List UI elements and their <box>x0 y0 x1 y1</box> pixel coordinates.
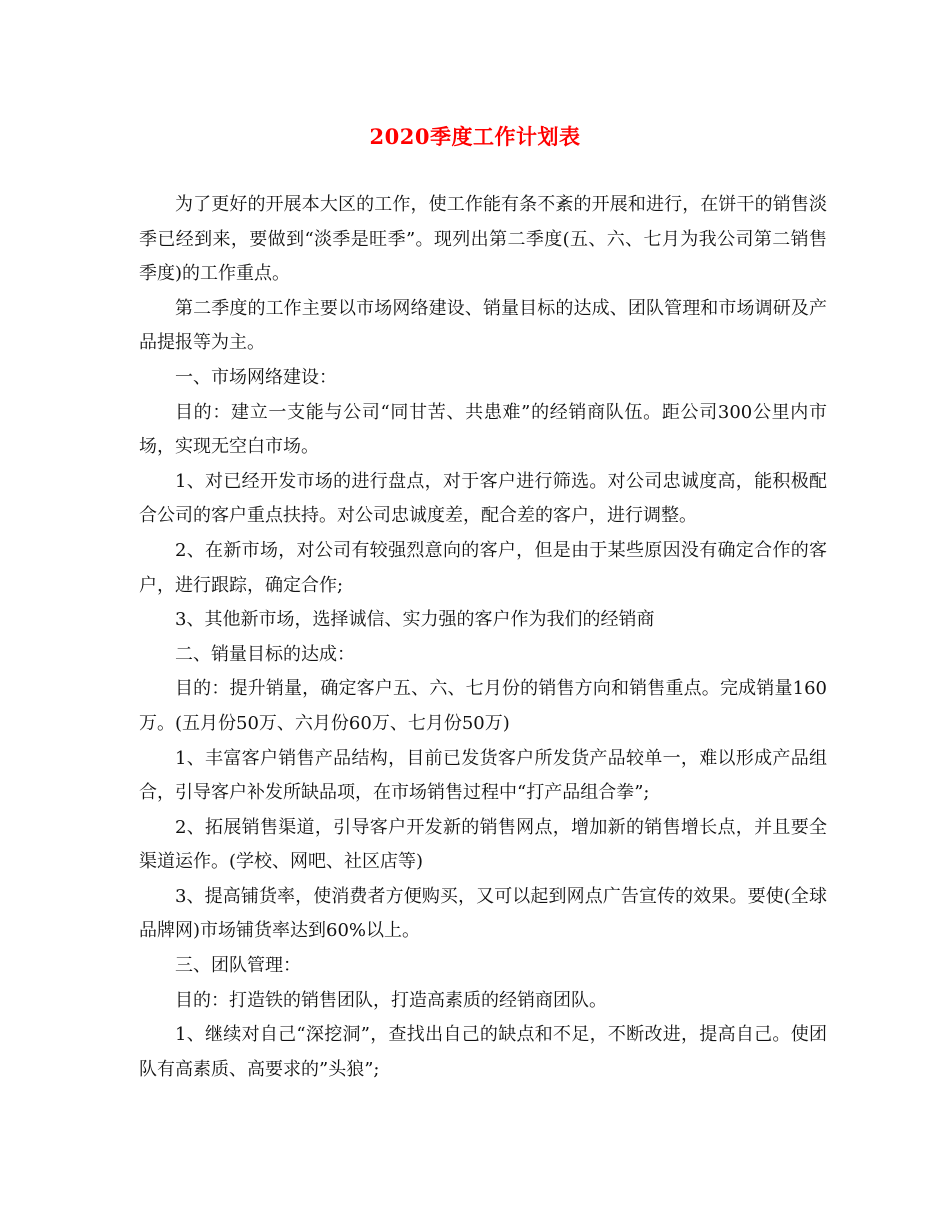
paragraph-team-item-1: 1、继续对自己“深挖洞”，查找出自己的缺点和不足，不断改进，提高自己。使团队有高素质、高要求的”头狼”; <box>139 1024 827 1080</box>
paragraph-market-item-3: 3、其他新市场，选择诚信、实力强的客户作为我们的经销商 <box>175 609 655 631</box>
paragraph-team-goal: 目的：打造铁的销售团队，打造高素质的经销商团队。 <box>175 989 607 1011</box>
document-title: 2020季度工作计划表 <box>369 124 581 149</box>
paragraph-sales-goal: 目的：提升销量，确定客户五、六、七月份的销售方向和销售重点。完成销量160万。(五月份50万、六月份60万、七月份50万) <box>139 678 827 734</box>
paragraph-sales-item-1: 1、丰富客户销售产品结构，目前已发货客户所发货产品较单一，难以形成产品组合，引导客户补发所缺品项，在市场销售过程中“打产品组合拳”; <box>139 747 827 804</box>
paragraph-intro: 为了更好的开展本大区的工作，使工作能有条不紊的开展和进行，在饼干的销售淡季已经到来，要做到“淡季是旺季”。现列出第二季度(五、六、七月为我公司第二销售季度)的工作重点。 <box>139 194 827 285</box>
heading-market-network: 一、市场网络建设： <box>175 366 337 388</box>
heading-sales-target: 二、销量目标的达成： <box>175 643 355 665</box>
paragraph-sales-item-2: 2、拓展销售渠道，引导客户开发新的销售网点，增加新的销售增长点，并且要全渠道运作。(学校、网吧、社区店等) <box>139 816 827 873</box>
paragraph-sales-item-3: 3、提高铺货率，使消费者方便购买，又可以起到网点广告宣传的效果。要使(全球品牌网)市场铺货率达到60%以上。 <box>139 885 827 942</box>
paragraph-market-goal: 目的：建立一支能与公司“同甘苦、共患难”的经销商队伍。距公司300公里内市场，实现无空白市场。 <box>139 401 827 458</box>
document-body <box>139 188 827 1087</box>
paragraph-focus: 第二季度的工作主要以市场网络建设、销量目标的达成、团队管理和市场调研及产品提报等为主。 <box>139 297 827 354</box>
paragraph-market-item-1: 1、对已经开发市场的进行盘点，对于客户进行筛选。对公司忠诚度高，能积极配合公司的客户重点扶持。对公司忠诚度差，配合差的客户，进行调整。 <box>139 470 827 527</box>
paragraph-market-item-2: 2、在新市场，对公司有较强烈意向的客户，但是由于某些原因没有确定合作的客户，进行跟踪，确定合作; <box>139 539 827 596</box>
heading-team-management: 三、团队管理： <box>175 955 301 977</box>
